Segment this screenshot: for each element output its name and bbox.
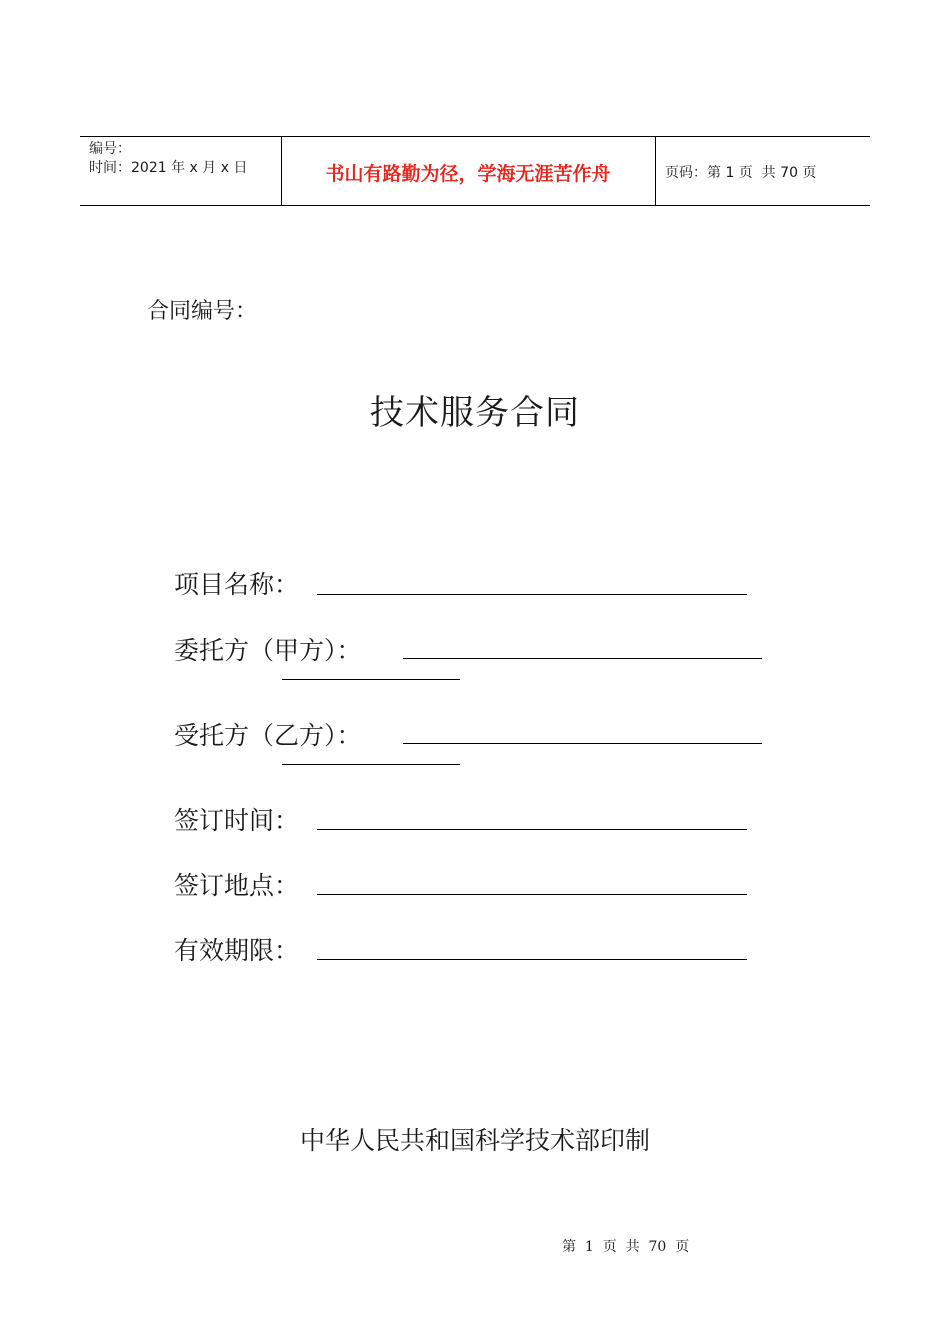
header-meta <box>89 140 247 178</box>
page-info-text: 页码：第 1 页 共 70 页 <box>665 165 817 181</box>
field-sign-place: 签订地点： <box>174 871 300 900</box>
header-table <box>80 136 870 206</box>
contractor-line-cont <box>282 764 460 765</box>
validity-line <box>317 959 747 960</box>
number-label: 编号： <box>89 141 131 157</box>
client-line <box>403 658 762 659</box>
page-title: 技术服务合同 <box>370 393 580 433</box>
date-label: 时间：2021 年 x 月 x 日 <box>89 160 248 176</box>
sign-time-line <box>317 829 747 830</box>
field-project-name: 项目名称： <box>174 570 300 599</box>
header-divider <box>655 137 656 205</box>
issuer-text: 中华人民共和国科学技术部印制 <box>299 1126 650 1155</box>
header-motto: 书山有路勤为径，学海无涯苦作舟 <box>325 163 611 185</box>
contract-number-label: 合同编号： <box>147 299 258 324</box>
contractor-line <box>403 743 762 744</box>
field-client: 委托方（甲方）： <box>174 636 362 665</box>
project-name-line <box>317 594 747 595</box>
page-footer: 第 1 页 共 70 页 <box>562 1239 690 1255</box>
header-page-info <box>665 162 816 182</box>
field-validity: 有效期限： <box>174 936 300 965</box>
field-sign-time: 签订时间： <box>174 806 300 835</box>
sign-place-line <box>317 894 747 895</box>
client-line-cont <box>282 679 460 680</box>
field-contractor: 受托方（乙方）： <box>174 721 362 750</box>
